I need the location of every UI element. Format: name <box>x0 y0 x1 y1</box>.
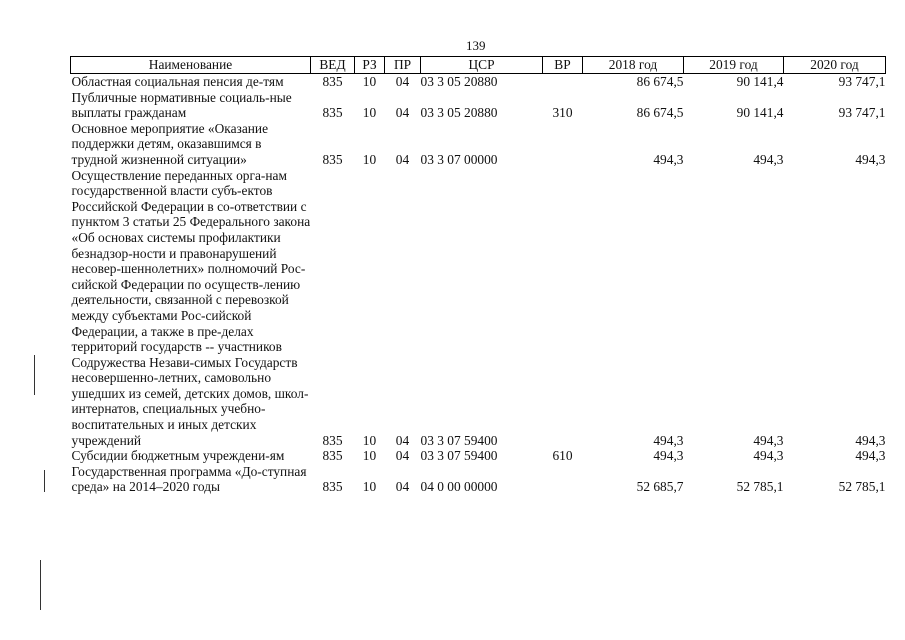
row-2019: 52 785,1 <box>736 479 784 495</box>
table-row <box>71 168 886 449</box>
row-ved: 835 <box>322 105 343 121</box>
row-name: Публичные нормативные социаль-ные выплаты гражданам <box>71 89 292 121</box>
table-row <box>71 90 886 121</box>
header-csr: ЦСР <box>421 57 543 74</box>
header-pr: ПР <box>385 57 421 74</box>
row-rz: 10 <box>362 74 377 89</box>
row-2019: 90 141,4 <box>736 74 784 89</box>
row-vr: 610 <box>552 448 573 464</box>
row-2020: 93 747,1 <box>838 105 886 121</box>
row-2019: 494,3 <box>753 151 784 167</box>
budget-table <box>70 56 886 495</box>
row-2018: 86 674,5 <box>636 74 684 89</box>
row-csr: 03 3 05 20880 <box>420 105 498 121</box>
row-vr <box>543 74 583 90</box>
row-2020: 494,3 <box>855 432 886 448</box>
row-ved: 835 <box>322 432 343 448</box>
row-name: Осуществление переданных орга-нам государственной власти субъ-ектов Российской Федерации в со-ответствии с пунктом 3 статьи 25 Федерального закона «Об основах системы профилактики безнадзор-ности и правонарушений несовер-шеннолетних» полномочий Рос-сийской Федерации по осуществ-лению деятельности, связанной с перевозкой между субъектами Рос-сийской Федерации, а также в пре-делах территорий государств -- участников Содружества Незави-симых Государств несовершенно-летних, самовольно ушедших из семей, детских домов, школ-интернатов, специальных учебно-воспитательных и иных детских учреждений <box>71 167 311 448</box>
row-rz: 10 <box>362 432 377 448</box>
row-csr: 03 3 05 20880 <box>420 74 498 89</box>
binding-mark <box>34 355 35 395</box>
row-vr <box>543 464 583 495</box>
row-rz: 10 <box>362 479 377 495</box>
row-vr <box>543 168 583 449</box>
row-2019: 90 141,4 <box>736 105 784 121</box>
row-pr: 04 <box>395 151 410 167</box>
row-2018: 494,3 <box>653 448 684 464</box>
row-2018: 86 674,5 <box>636 105 684 121</box>
row-2020: 494,3 <box>855 151 886 167</box>
row-ved: 835 <box>322 479 343 495</box>
header-ved: ВЕД <box>311 57 355 74</box>
row-name: Основное мероприятие «Оказание поддержки детям, оказавшимся в трудной жизненной ситуации» <box>71 120 269 167</box>
row-ved: 835 <box>322 448 343 464</box>
row-2018: 52 685,7 <box>636 479 684 495</box>
table-row <box>71 448 886 464</box>
row-vr <box>543 121 583 168</box>
row-rz: 10 <box>362 151 377 167</box>
table-row <box>71 74 886 90</box>
row-name: Субсидии бюджетным учреждени-ям <box>71 448 285 464</box>
row-name: Областная социальная пенсия де-тям <box>71 74 284 89</box>
table-row <box>71 464 886 495</box>
header-2019: 2019 год <box>684 57 784 74</box>
header-vr: ВР <box>543 57 583 74</box>
row-2020: 52 785,1 <box>838 479 886 495</box>
row-2020: 93 747,1 <box>838 74 886 89</box>
row-ved: 835 <box>322 151 343 167</box>
header-name: Наименование <box>71 57 311 74</box>
header-2018: 2018 год <box>583 57 684 74</box>
table-header-row <box>71 57 886 74</box>
header-rz: РЗ <box>355 57 385 74</box>
binding-mark <box>40 560 41 610</box>
row-pr: 04 <box>395 74 410 89</box>
header-2020: 2020 год <box>784 57 886 74</box>
row-2020: 494,3 <box>855 448 886 464</box>
table-row <box>71 121 886 168</box>
row-ved: 835 <box>322 74 343 89</box>
row-csr: 03 3 07 59400 <box>420 432 498 448</box>
page-number: 139 <box>466 38 486 53</box>
row-pr: 04 <box>395 105 410 121</box>
row-2019: 494,3 <box>753 432 784 448</box>
row-2018: 494,3 <box>653 432 684 448</box>
row-pr: 04 <box>395 479 410 495</box>
row-rz: 10 <box>362 448 377 464</box>
binding-mark <box>44 470 45 492</box>
row-csr: 03 3 07 59400 <box>420 448 498 464</box>
row-vr: 310 <box>552 105 573 121</box>
row-rz: 10 <box>362 105 377 121</box>
row-pr: 04 <box>395 432 410 448</box>
row-csr: 03 3 07 00000 <box>420 151 498 167</box>
row-name: Государственная программа «До-ступная среда» на 2014–2020 годы <box>71 463 307 495</box>
row-2018: 494,3 <box>653 151 684 167</box>
row-pr: 04 <box>395 448 410 464</box>
row-csr: 04 0 00 00000 <box>420 479 498 495</box>
row-2019: 494,3 <box>753 448 784 464</box>
